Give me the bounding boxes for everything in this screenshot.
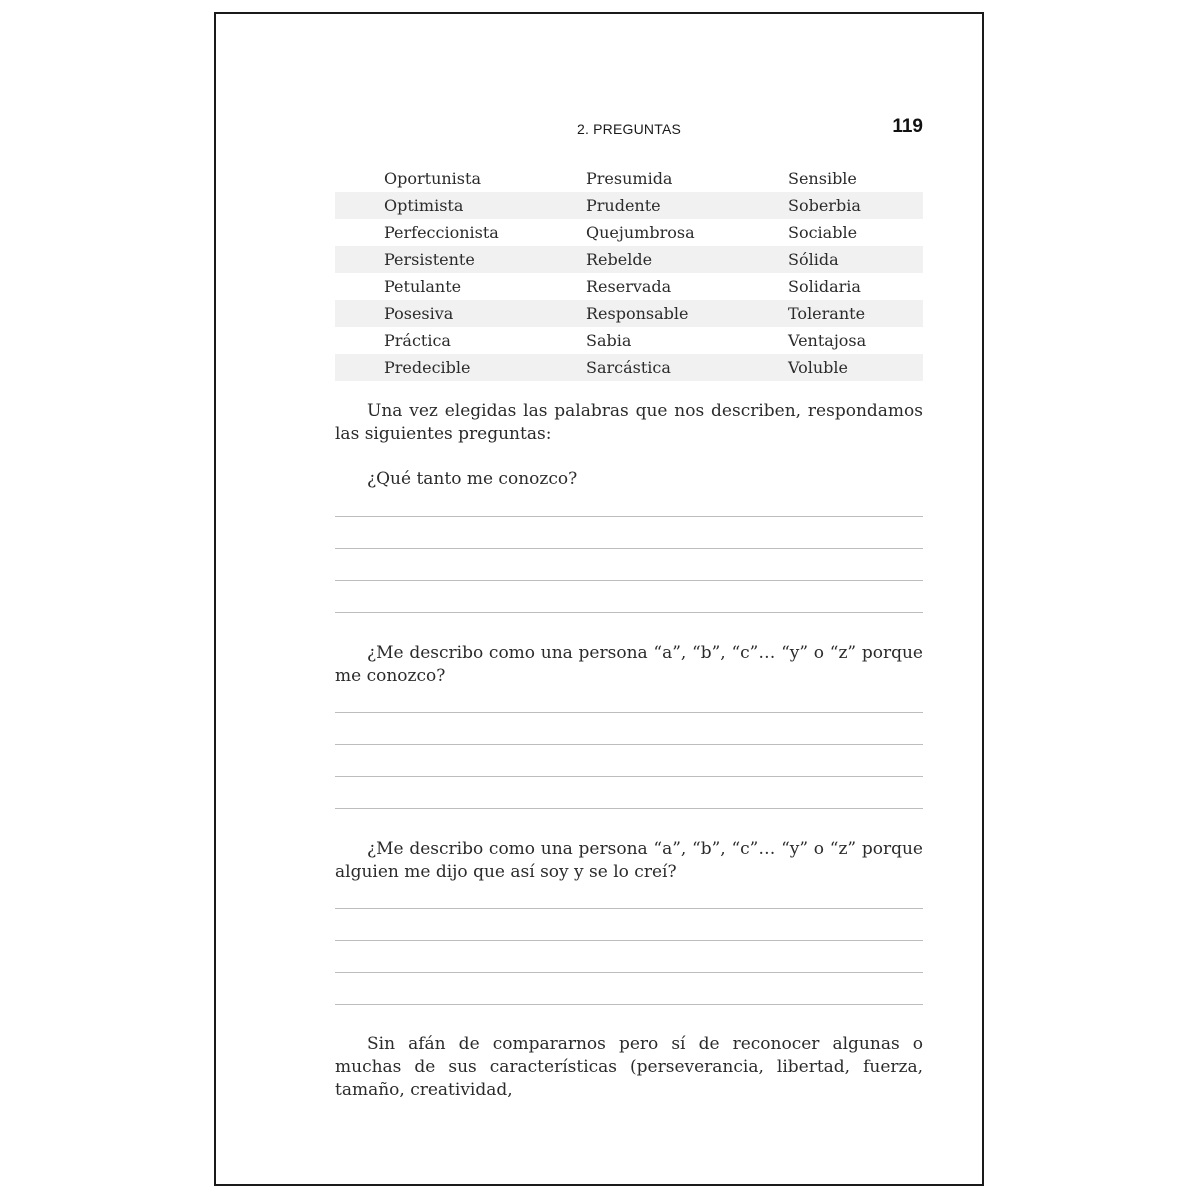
answer-line	[335, 972, 923, 973]
word-cell: Posesiva	[384, 304, 454, 323]
table-row	[335, 219, 923, 246]
question-1: ¿Qué tanto me conozco?	[367, 469, 578, 489]
table-row	[335, 165, 923, 192]
word-cell: Perfeccionista	[384, 223, 499, 242]
word-cell: Sabia	[586, 331, 632, 350]
word-cell: Predecible	[384, 358, 471, 377]
word-cell: Prudente	[586, 196, 661, 215]
answer-line	[335, 1004, 923, 1005]
word-cell: Ventajosa	[788, 331, 867, 350]
word-cell: Solidaria	[788, 277, 861, 296]
word-cell: Quejumbrosa	[586, 223, 695, 242]
word-cell: Sensible	[788, 169, 857, 188]
closing-paragraph: Sin afán de compararnos pero sí de reconocer algunas o muchas de sus características (perseverancia, libertad, fuerza, tamaño, creatividad,	[335, 1034, 923, 1100]
question-2: ¿Me describo como una persona “a”, “b”, “c”… “y” o “z” porque me conozco?	[335, 643, 923, 686]
answer-line	[335, 580, 923, 581]
word-cell: Optimista	[384, 196, 464, 215]
question-3: ¿Me describo como una persona “a”, “b”, “c”… “y” o “z” porque alguien me dijo que así soy y se lo creí?	[335, 839, 923, 882]
section-title: 2. PREGUNTAS	[576, 121, 682, 137]
answer-line	[335, 808, 923, 809]
word-cell: Soberbia	[788, 196, 861, 215]
table-row	[335, 300, 923, 327]
word-cell: Sociable	[788, 223, 858, 242]
table-row	[335, 273, 923, 300]
page-number: 119	[892, 116, 923, 137]
word-cell: Rebelde	[586, 250, 653, 269]
answer-line	[335, 776, 923, 777]
word-cell: Reservada	[586, 277, 672, 296]
table-row	[335, 327, 923, 354]
word-cell: Oportunista	[384, 169, 481, 188]
answer-line	[335, 744, 923, 745]
answer-line	[335, 612, 923, 613]
table-row	[335, 246, 923, 273]
answer-line	[335, 908, 923, 909]
word-cell: Persistente	[384, 250, 475, 269]
word-cell: Presumida	[586, 169, 673, 188]
intro-paragraph: Una vez elegidas las palabras que nos describen, respondamos las siguientes preguntas:	[335, 401, 923, 444]
word-cell: Responsable	[586, 304, 689, 323]
word-table	[335, 165, 923, 381]
table-row	[335, 192, 923, 219]
word-cell: Práctica	[384, 331, 451, 350]
answer-line	[335, 516, 923, 517]
running-head	[335, 116, 923, 144]
answer-line	[335, 548, 923, 549]
answer-line	[335, 940, 923, 941]
word-cell: Tolerante	[788, 304, 866, 323]
table-row	[335, 354, 923, 381]
word-cell: Sólida	[788, 250, 839, 269]
answer-line	[335, 712, 923, 713]
word-cell: Sarcástica	[586, 358, 671, 377]
word-cell: Petulante	[384, 277, 462, 296]
word-cell: Voluble	[788, 358, 848, 377]
